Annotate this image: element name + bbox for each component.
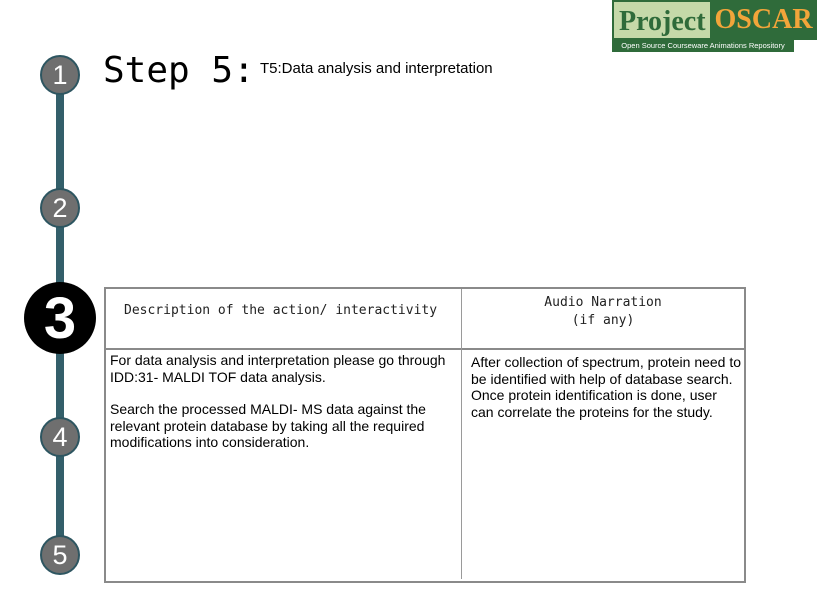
description-column-header: Description of the action/ interactivity: [124, 303, 438, 318]
audio-narration-header-line1: Audio Narration: [544, 295, 662, 310]
step-5-number: 5: [52, 539, 68, 570]
step-2-marker[interactable]: [40, 188, 80, 228]
audio-narration-column-header: [520, 294, 686, 330]
logo-word-project: Project: [612, 0, 710, 40]
logo-wordmark: [612, 0, 813, 40]
table-header-divider: [104, 348, 746, 350]
step-2-number: 2: [52, 192, 68, 223]
step-4-marker[interactable]: [40, 417, 80, 457]
logo-word-oscar: OSCAR: [710, 0, 817, 40]
description-cell: [110, 352, 455, 467]
logo-tagline: Open Source Courseware Animations Repository: [612, 40, 794, 52]
step-title: Step 5:: [103, 50, 255, 91]
description-paragraph-2: Search the processed MALDI- MS data against the relevant protein database by taking all the required modifications into consideration.: [110, 401, 426, 450]
step-5-marker[interactable]: [40, 535, 80, 575]
description-paragraph-1: For data analysis and interpretation please go through IDD:31- MALDI TOF data analysis.: [110, 352, 446, 385]
step-3-number: 3: [43, 285, 77, 351]
project-oscar-logo: [612, 0, 813, 52]
step-1-marker[interactable]: [40, 55, 80, 95]
audio-narration-cell: After collection of spectrum, protein need to be identified with help of database search. Once protein identification is done, user can correlate the proteins for the study.: [471, 354, 742, 420]
table-column-divider: [461, 289, 462, 579]
audio-narration-header-line2: (if any): [571, 313, 635, 328]
step-4-number: 4: [52, 421, 68, 452]
step-1-number: 1: [52, 59, 68, 90]
step-subtitle: T5:Data analysis and interpretation: [260, 60, 493, 77]
step-3-marker-current[interactable]: [24, 282, 96, 354]
